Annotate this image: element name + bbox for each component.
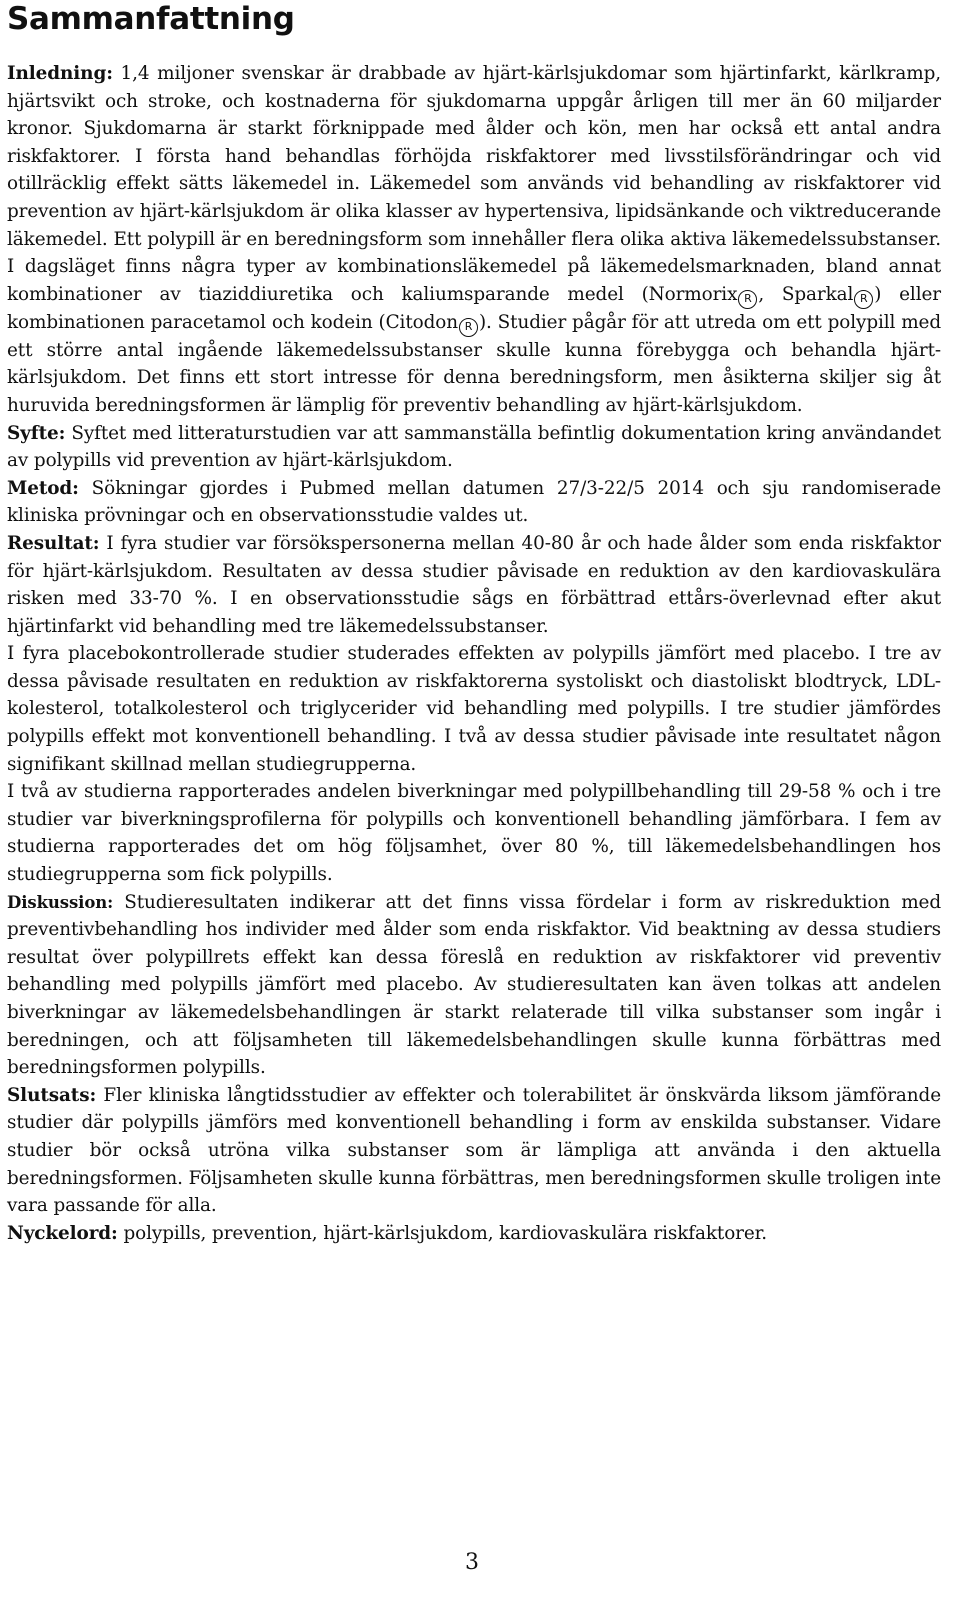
label-nyckelord: Nyckelord: [7, 1222, 118, 1244]
inledning-text-4: ). Studier pågår för att utreda om ett polypill med ett större antal ingående läkemedelssubstanser skulle kunna förebygga och behandla hjärt-kärlsjukdom. Det finns ett stort intresse för denna beredningsform, men åsikterna skiljer sig åt huruvida beredningsformen är lämplig för preventiv behandling av hjärt-kärlsjukdom. [7, 311, 942, 416]
resultat-paragraph-3: I två av studierna rapporterades andelen biverkningar med polypillbehandling till 29-58 % och i tre studier var biverkningsprofilerna för polypills och konventionell behandling jämförbara. I fem av studierna rapporterades det om hög följsamhet, över 80 %, till läkemedelsbehandlingen hos studiegrupperna som fick polypills. [7, 781, 941, 886]
label-diskussion: Diskussion: [7, 892, 114, 912]
registered-trademark-icon: R [459, 318, 478, 337]
label-syfte: Syfte: [7, 422, 66, 444]
section-diskussion [7, 889, 941, 1082]
diskussion-text: Studieresultaten indikerar att det finns vissa fördelar i form av riskreduktion med preventivbehandling hos individer med ålder som enda riskfaktor. Vid beaktning av dessa studiers resultat över polypillrets effekt kan dessa föreslå en reduktion av riskfaktorer vid preventiv behandling med polypills jämfört med placebo. Av studieresultaten kan även tolkas att andelen biverkningar av läkemedelsbehandlingen är starkt relaterade till vilka substanser som ingår i beredningen, och att följsamheten till läkemedelsbehandlingen skulle kunna förbättras med beredningsformen polypills. [7, 891, 941, 1079]
syfte-text: Syftet med litteraturstudien var att sammanställa befintlig dokumentation kring användandet av polypills vid prevention av hjärt-kärlsjukdom. [7, 422, 941, 472]
slutsats-text: Fler kliniska långtidsstudier av effekter och tolerabilitet är önskvärda liksom jämförande studier där polypills jämförs med konventionell behandling i form av enskilda substanser. Vidare studier bör också utröna vilka substanser som är lämpliga att använda i den aktuella beredningsformen. Följsamheten skulle kunna förbättras, men beredningsformen skulle troligen inte vara passande för alla. [7, 1084, 941, 1217]
document-page [7, 0, 941, 1247]
metod-text: Sökningar gjordes i Pubmed mellan datumen 27/3-22/5 2014 och sju randomiserade kliniska prövningar och en observationsstudie valdes ut. [7, 477, 941, 527]
section-slutsats [7, 1082, 941, 1220]
registered-trademark-icon: R [738, 290, 757, 309]
nyckelord-text: polypills, prevention, hjärt-kärlsjukdom, kardiovaskulära riskfaktorer. [117, 1222, 768, 1244]
label-resultat: Resultat: [7, 532, 100, 554]
inledning-text-2: , Sparkal [758, 283, 854, 305]
inledning-text-1: 1,4 miljoner svenskar är drabbade av hjärt-kärlsjukdomar som hjärtinfarkt, kärlkramp, hjärtsvikt och stroke, och kostnaderna för sjukdomarna uppgår årligen till mer än 60 miljarder kronor. Sjukdomarna är starkt förknippade med ålder och kön, men har också ett antal andra riskfaktorer. I första hand behandlas förhöjda riskfaktorer med livsstilsförändringar och vid otillräcklig effekt sätts läkemedel in. Läkemedel som används vid behandling av riskfaktorer vid prevention av hjärt-kärlsjukdom är olika klasser av hypertensiva, lipidsänkande och viktreducerande läkemedel. Ett polypill är en beredningsform som innehåller flera olika aktiva läkemedelssubstanser. I dagsläget finns några typer av kombinationsläkemedel på läkemedelsmarknaden, bland annat kombinationer av tiaziddiuretika och kaliumsparande medel (Normorix [7, 63, 941, 305]
registered-trademark-icon: R [854, 290, 873, 309]
section-resultat [7, 530, 941, 640]
page-title: Sammanfattning [7, 1, 295, 37]
resultat-text: I fyra studier var försökspersonerna mellan 40-80 år och hade ålder som enda riskfaktor för hjärt-kärlsjukdom. Resultaten av dessa studier påvisade en reduktion av den kardiovaskulära risken med 33-70 %. I en observationsstudie sågs en förbättrad ettårs-överlevnad efter akut hjärtinfarkt vid behandling med tre läkemedelssubstanser. [7, 532, 941, 637]
label-inledning: Inledning: [7, 63, 113, 84]
section-syfte [7, 420, 941, 475]
label-slutsats: Slutsats: [7, 1084, 97, 1106]
label-metod: Metod: [7, 477, 79, 499]
section-inledning [7, 60, 941, 420]
section-nyckelord [7, 1220, 941, 1248]
section-metod [7, 475, 941, 530]
resultat-paragraph-2: I fyra placebokontrollerade studier studerades effekten av polypills jämfört med placebo. I tre av dessa påvisade resultaten en reduktion av riskfaktorerna systoliskt och diastoliskt blodtryck, LDL-kolesterol, totalkolesterol och triglycerider vid behandling med polypills. I tre studier jämfördes polypills effekt mot konventionell behandling. I två av dessa studier påvisade inte resultatet någon signifikant skillnad mellan studiegrupperna. [7, 643, 941, 775]
page-number: 3 [465, 1550, 479, 1575]
inledning-text-3: ) eller kombinationen paracetamol och kodein (Citodon [7, 283, 941, 333]
